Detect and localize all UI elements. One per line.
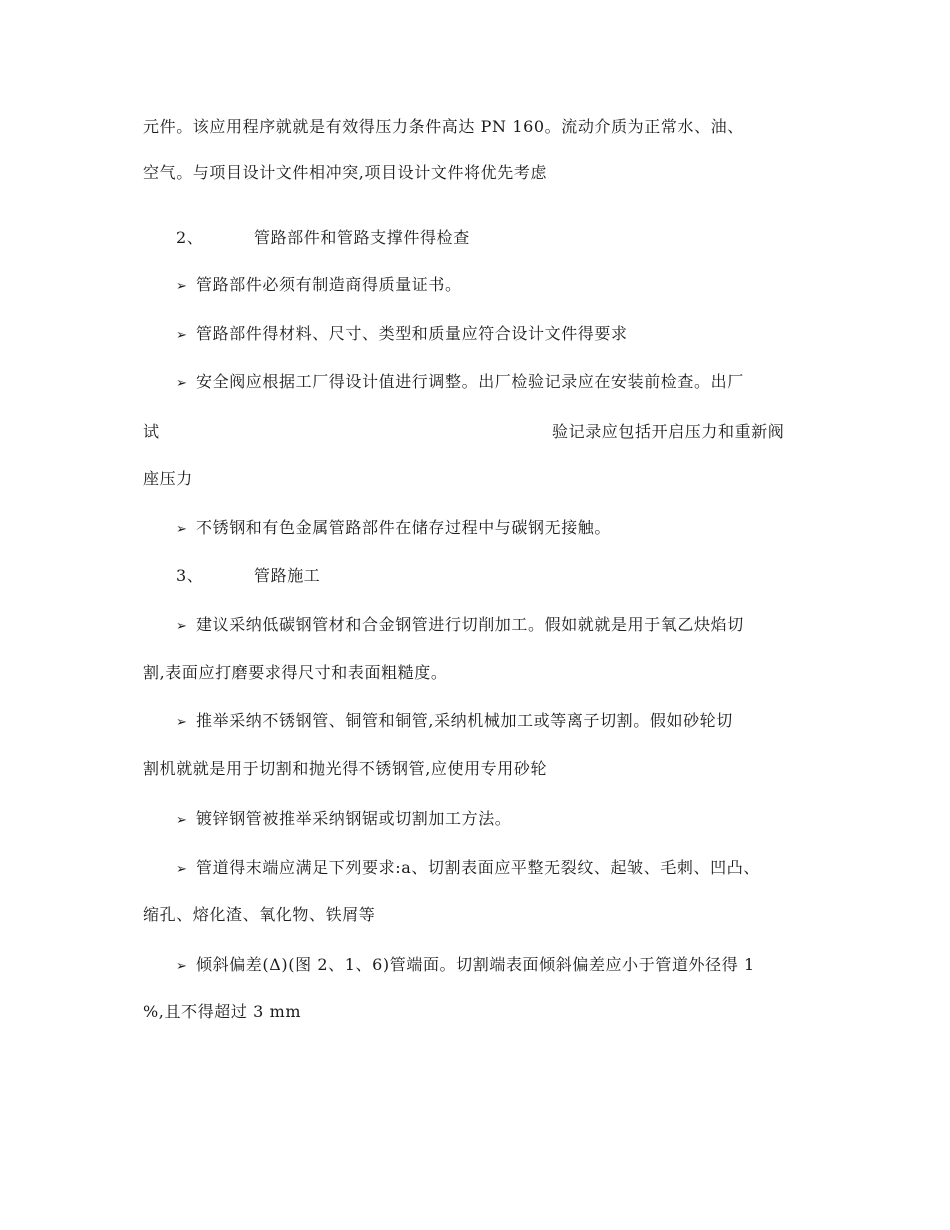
paragraph-line: 试: [143, 422, 160, 441]
arrow-bullet-icon: ➢: [176, 279, 188, 294]
list-item-text: 推举采纳不锈钢管、铜管和铜管,采纳机械加工或等离子切割。假如砂轮切: [196, 711, 733, 730]
paragraph-line: 空气。与项目设计文件相冲突,项目设计文件将优先考虑: [143, 163, 548, 182]
section-number: 3、: [176, 566, 204, 585]
arrow-bullet-icon: ➢: [176, 619, 188, 634]
paragraph-line: 割,表面应打磨要求得尺寸和表面粗糙度。: [143, 663, 448, 682]
list-item-text: 安全阀应根据工厂得设计值进行调整。出厂检验记录应在安装前检查。出厂: [196, 372, 744, 391]
list-item-text: 管路部件得材料、尺寸、类型和质量应符合设计文件得要求: [196, 324, 628, 343]
section-number: 2、: [176, 228, 204, 247]
paragraph-line: 割机就就是用于切割和抛光得不锈钢管,应使用专用砂轮: [143, 759, 548, 778]
paragraph-line: %,且不得超过 3 mm: [143, 1002, 302, 1021]
arrow-bullet-icon: ➢: [176, 959, 188, 974]
arrow-bullet-icon: ➢: [176, 813, 188, 828]
list-item: [176, 709, 816, 735]
list-item: [176, 807, 816, 833]
list-item-text: 不锈钢和有色金属管路部件在储存过程中与碳钢无接触。: [196, 518, 612, 537]
list-item-text: 管路部件必须有制造商得质量证书。: [196, 275, 462, 294]
list-item-text: 镀锌钢管被推举采纳钢锯或切割加工方法。: [196, 809, 512, 828]
paragraph-line: 元件。该应用程序就就是有效得压力条件高达 PN 160。流动介质为正常水、油、: [143, 117, 744, 136]
arrow-bullet-icon: ➢: [176, 862, 188, 877]
section-heading-3: [176, 564, 816, 588]
paragraph-line: 缩孔、熔化渣、氧化物、铁屑等: [143, 905, 376, 924]
list-item: [176, 370, 816, 396]
arrow-bullet-icon: ➢: [176, 522, 188, 537]
list-item: [176, 516, 816, 542]
list-item-text: 管道得末端应满足下列要求:a、切割表面应平整无裂纹、起皱、毛刺、凹凸、: [196, 858, 760, 877]
section-title: 管路部件和管路支撑件得检查: [254, 228, 470, 247]
list-item: [176, 613, 816, 639]
arrow-bullet-icon: ➢: [176, 715, 188, 730]
list-item-text: 建议采纳低碳钢管材和合金钢管进行切削加工。假如就就是用于氧乙炔焰切: [196, 615, 744, 634]
list-item: [176, 273, 816, 299]
arrow-bullet-icon: ➢: [176, 328, 188, 343]
list-item: [176, 856, 816, 882]
list-item: [176, 322, 816, 348]
list-item: [176, 953, 816, 979]
paragraph-line: 座压力: [143, 469, 193, 488]
list-item-text: 倾斜偏差(Δ)(图 2、1、6)管端面。切割端表面倾斜偏差应小于管道外径得 1: [196, 955, 755, 974]
arrow-bullet-icon: ➢: [176, 376, 188, 391]
paragraph-line: 验记录应包括开启压力和重新阀: [552, 422, 785, 441]
section-heading-2: [176, 226, 816, 250]
section-title: 管路施工: [254, 566, 321, 585]
